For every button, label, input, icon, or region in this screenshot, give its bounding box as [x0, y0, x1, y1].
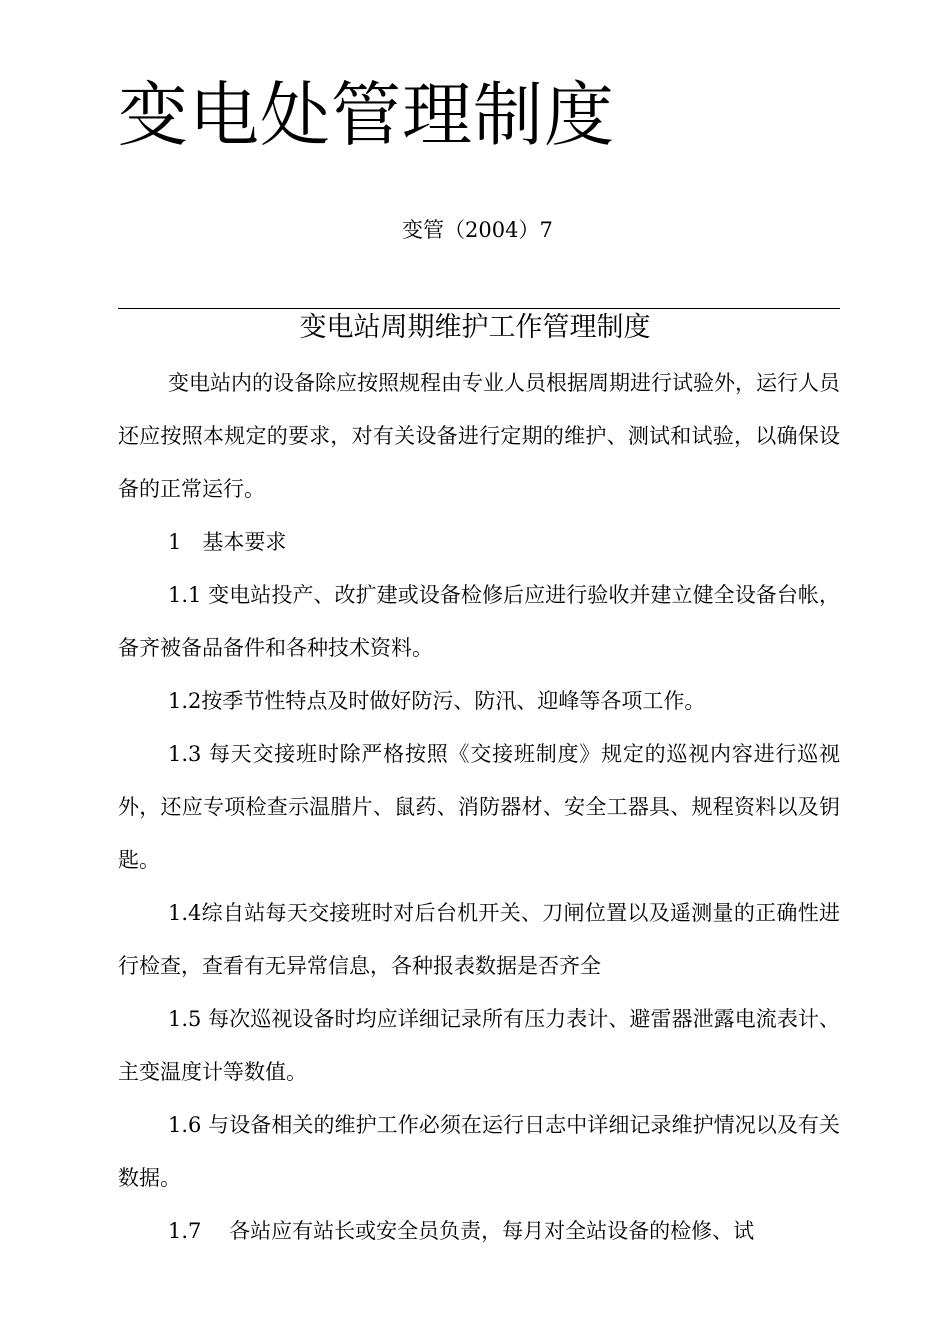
paragraph-1-3: 1.3 每天交接班时除严格按照《交接班制度》规定的巡视内容进行巡视外，还应专项检查示温腊片、鼠药、消防器材、安全工器具、规程资料以及钥匙。	[118, 742, 840, 872]
document-number: 变管（2004）7	[402, 218, 553, 242]
paragraph-1-5: 1.5 每次巡视设备时均应详细记录所有压力表计、避雷器泄露电流表计、主变温度计等数值。	[118, 1007, 840, 1084]
paragraph-1-4: 1.4综自站每天交接班时对后台机开关、刀闸位置以及遥测量的正确性进行检查，查看有无异常信息，各种报表数据是否齐全	[118, 901, 840, 978]
paragraph-1-1: 1.1 变电站投产、改扩建或设备检修后应进行验收并建立健全设备台帐，备齐被备品备件和各种技术资料。	[118, 583, 840, 660]
body-text	[118, 357, 840, 1258]
section-title: 变电站周期维护工作管理制度	[299, 312, 651, 343]
paragraph-1-7: 1.7 各站应有站长或安全员负责，每月对全站设备的检修、试	[168, 1219, 755, 1243]
paragraph-1-6: 1.6 与设备相关的维护工作必须在运行日志中详细记录维护情况以及有关数据。	[118, 1113, 840, 1190]
paragraph-heading-1: 1 基本要求	[168, 530, 287, 554]
paragraph-1-2: 1.2按季节性特点及时做好防污、防汛、迎峰等各项工作。	[168, 689, 706, 713]
paragraph-intro: 变电站内的设备除应按照规程由专业人员根据周期进行试验外，运行人员还应按照本规定的要求，对有关设备进行定期的维护、测试和试验，以确保设备的正常运行。	[118, 371, 840, 501]
main-title: 变电处管理制度	[118, 74, 615, 156]
